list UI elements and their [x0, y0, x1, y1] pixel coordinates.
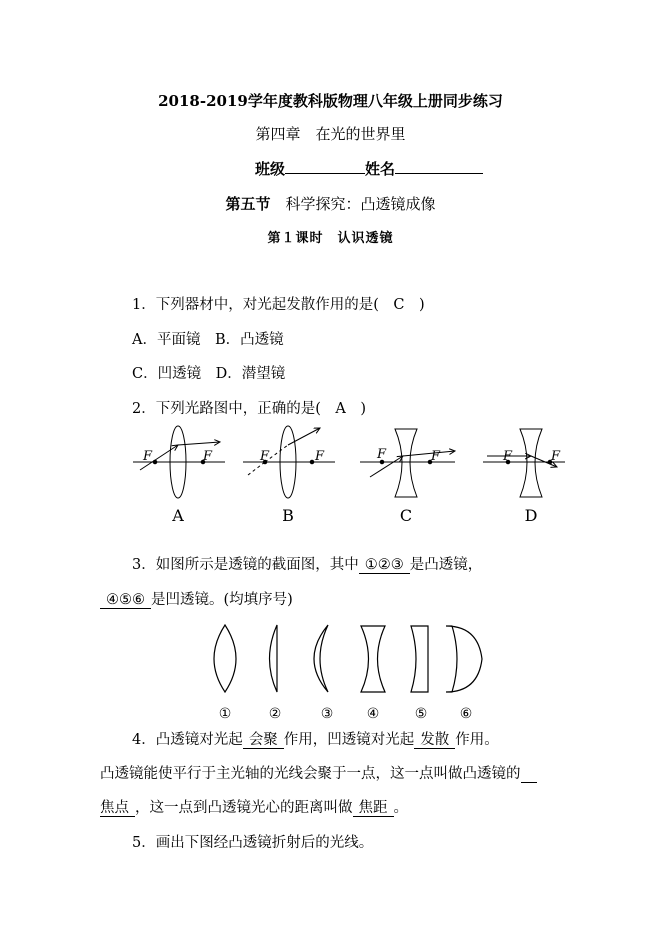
question-1-options-cd: C．凹透镜 D．潜望镜 — [132, 366, 286, 382]
diagram-label-a: A — [172, 506, 184, 525]
lens-number-1: ① — [218, 706, 232, 722]
worksheet-title: 2018-2019学年度教科版物理八年级上册同步练习 — [158, 92, 503, 110]
q4-answer-focus: 焦点 — [100, 800, 135, 817]
q1-close: ) — [419, 297, 425, 313]
question-2-stem — [132, 402, 366, 417]
q2-close: ) — [360, 401, 367, 417]
diagram-c — [360, 429, 455, 497]
question-3-line1 — [132, 558, 482, 573]
class-name-line — [255, 158, 483, 179]
section-name: 科学探究：凸透镜成像 — [270, 195, 436, 213]
q4-answer-diverge: 发散 — [414, 732, 455, 749]
q4-text1: 4．凸透镜对光起 — [132, 732, 243, 748]
lens-number-2: ② — [268, 706, 282, 722]
focus-label-c2: F — [431, 449, 441, 464]
lens-number-5: ⑤ — [414, 706, 428, 722]
q4-text5: ，这一点到凸透镜光心的距离叫做 — [135, 800, 353, 816]
question-3-line2 — [100, 593, 293, 608]
q2-stem-text: 2．下列光路图中，正确的是( — [132, 401, 321, 417]
chapter-title: 第四章 在光的世界里 — [255, 125, 406, 143]
focus-label-d2: F — [551, 449, 561, 464]
q4-text6: 。 — [393, 800, 408, 816]
q3-answer-concave: ④⑤⑥ — [100, 592, 151, 609]
q2-answer: A — [335, 401, 346, 417]
diagram-label-c: C — [399, 506, 413, 525]
question-1-stem — [132, 298, 425, 313]
class-label: 班级 — [255, 160, 286, 178]
question-4-line3 — [100, 801, 408, 816]
q3-text3: 是凹透镜。(均填序号) — [151, 592, 293, 608]
lens-3-meniscus — [314, 625, 328, 692]
class-blank — [285, 158, 365, 174]
lesson-title: 第１课时 认识透镜 — [267, 231, 394, 246]
q4-blank-tail — [521, 766, 537, 783]
section-number: 第五节 — [225, 195, 271, 213]
focus-label-a2: F — [203, 449, 213, 464]
lens-number-3: ③ — [320, 706, 334, 722]
section-title — [0, 193, 661, 214]
lens-number-4: ④ — [366, 706, 380, 722]
q4-answer-focal-length: 焦距 — [353, 800, 394, 817]
q1-stem-text: 1．下列器材中，对光起发散作用的是( — [132, 297, 379, 313]
q1-answer: C — [393, 297, 405, 313]
lens-2-planoconvex — [270, 625, 278, 692]
q4-text2: 作用，凹透镜对光起 — [283, 732, 415, 748]
lens-6-concave-meniscus — [446, 626, 482, 692]
question-4-line2 — [100, 767, 537, 782]
name-blank — [395, 158, 483, 174]
q3-text1: 3．如图所示是透镜的截面图，其中 — [132, 557, 359, 573]
lens-5-planoconcave — [411, 626, 428, 692]
question-4-line1 — [132, 733, 499, 748]
lens-number-6: ⑥ — [459, 706, 473, 722]
q4-text4: 凸透镜能使平行于主光轴的光线会聚于一点，这一点叫做凸透镜的 — [100, 766, 521, 782]
q3-text2: 是凸透镜， — [409, 557, 483, 573]
question-1-options-ab: A．平面镜 B．凸透镜 — [132, 332, 284, 348]
lens-1-biconvex — [214, 625, 236, 692]
diagram-label-b: B — [282, 506, 294, 525]
focus-label-b1: F — [260, 449, 270, 464]
focus-label-a1: F — [143, 449, 153, 464]
lens-4-biconcave — [361, 626, 385, 692]
focus-label-c1: F — [377, 447, 387, 462]
focus-label-b2: F — [315, 449, 325, 464]
q4-answer-converge: 会聚 — [243, 732, 284, 749]
lens-cross-sections — [200, 622, 490, 722]
question-5-stem: 5．画出下图经凸透镜折射后的光线。 — [132, 835, 374, 851]
q3-answer-convex: ①②③ — [359, 557, 410, 574]
focus-label-d1: F — [503, 449, 513, 464]
diagram-label-d: D — [524, 506, 538, 525]
q4-text3: 作用。 — [455, 732, 499, 748]
name-label: 姓名 — [365, 160, 396, 178]
light-path-diagrams — [125, 425, 575, 530]
